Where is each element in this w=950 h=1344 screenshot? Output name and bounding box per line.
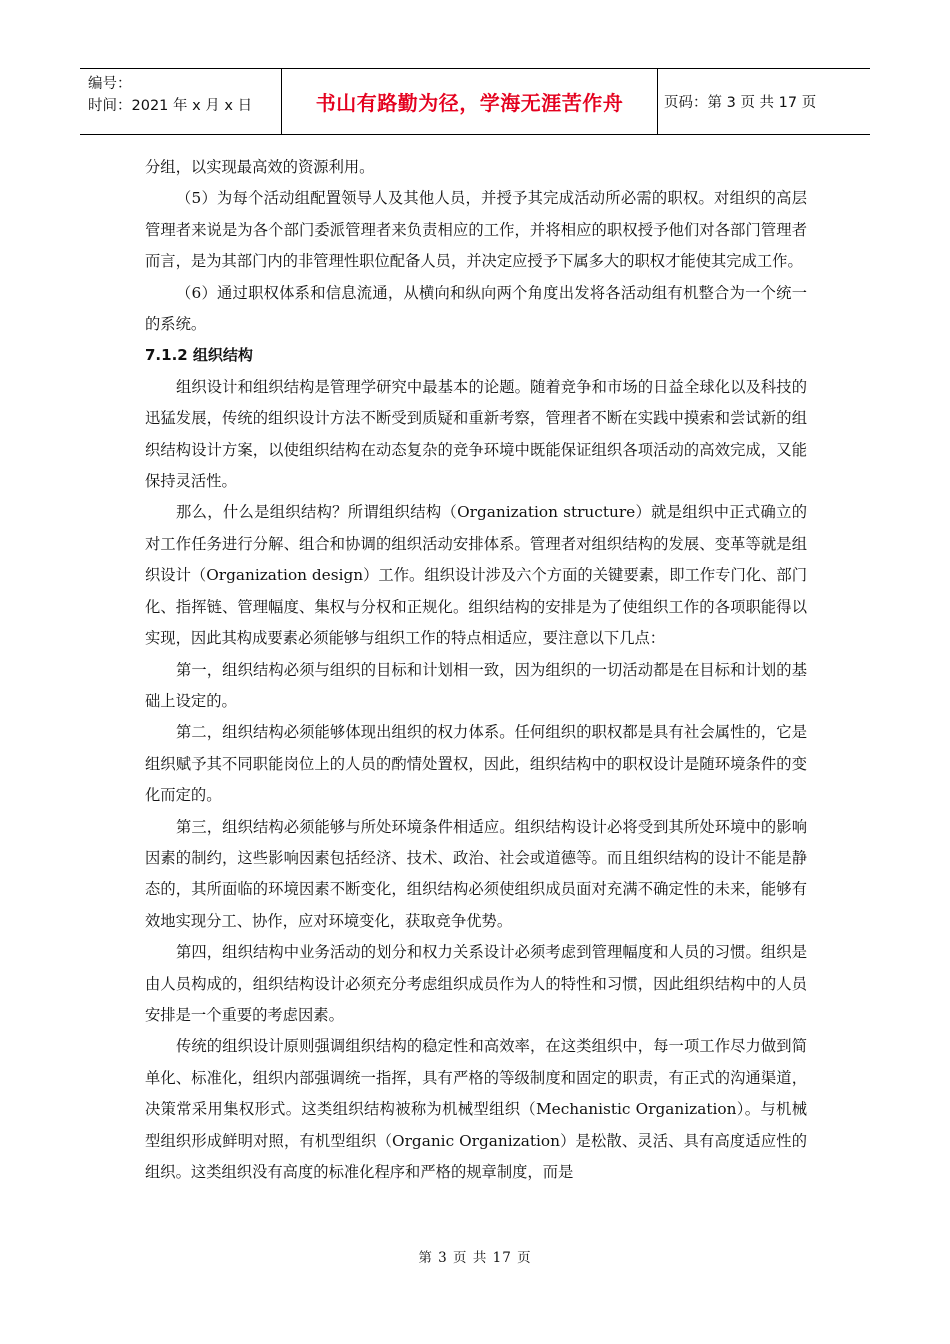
paragraph: 第四，组织结构中业务活动的划分和权力关系设计必须考虑到管理幅度和人员的习惯。组织是由人员构成的，组织结构设计必须充分考虑组织成员作为人的特性和习惯，因此组织结构中的人员安排是一个重要的考虑因素。 <box>145 943 807 1024</box>
header-meta-cell <box>80 69 282 134</box>
paragraph: 第二，组织结构必须能够体现出组织的权力体系。任何组织的职权都是具有社会属性的，它是组织赋予其不同职能岗位上的人员的酌情处置权，因此，组织结构中的职权设计是随环境条件的变化而定的。 <box>145 723 807 805</box>
page-number-cell <box>658 69 870 134</box>
section-heading: 7.1.2 组织结构 <box>145 346 253 365</box>
motto-text: 书山有路勤为径，学海无涯苦作舟 <box>315 91 624 115</box>
paragraph: 那么，什么是组织结构？所谓组织结构（Organization structure）就是组织中正式确立的对工作任务进行分解、组合和协调的组织活动安排体系。管理者对组织结构的发展、变革等就是组织设计（Organization design）工作。组织设计涉及六个方面的关键要素，即工作专门化、部门化、指挥链、管理幅度、集权与分权和正规化。组织结构的安排是为了使组织工作的各项职能得以实现，因此其构成要素必须能够与组织工作的特点相适应，要注意以下几点： <box>145 503 807 648</box>
page-footer: 第 3 页 共 17 页 <box>418 1250 532 1266</box>
paragraph: 传统的组织设计原则强调组织结构的稳定性和高效率，在这类组织中，每一项工作尽力做到简单化、标准化，组织内部强调统一指挥，具有严格的等级制度和固定的职责，有正式的沟通渠道，决策常采用集权形式。这类组织结构被称为机械型组织（Mechanistic Organization）。与机械型组织形成鲜明对照，有机型组织（Organic Organization）是松散、灵活、具有高度适应性的组织。这类组织没有高度的标准化程序和严格的规章制度，而是 <box>145 1037 807 1181</box>
page-label: 页码：第 3 页 共 17 页 <box>664 95 817 111</box>
paragraph: （5）为每个活动组配置领导人及其他人员，并授予其完成活动所必需的职权。对组织的高层管理者来说是为各个部门委派管理者来负责相应的工作，并将相应的职权授予他们对各部门管理者而言，是为其部门内的非管理性职位配备人员，并决定应授予下属多大的职权才能使其完成工作。 <box>145 189 807 271</box>
document-body <box>145 152 807 1188</box>
number-label: 编号： <box>88 76 132 92</box>
paragraph: 分组，以实现最高效的资源利用。 <box>145 158 375 176</box>
motto-cell <box>282 69 658 134</box>
paragraph: 组织设计和组织结构是管理学研究中最基本的论题。随着竞争和市场的日益全球化以及科技的迅猛发展，传统的组织设计方法不断受到质疑和重新考察，管理者不断在实践中摸索和尝试新的组织结构设计方案，以使组织结构在动态复杂的竞争环境中既能保证组织各项活动的高效完成，又能保持灵活性。 <box>145 377 807 491</box>
paragraph: 第一，组织结构必须与组织的目标和计划相一致，因为组织的一切活动都是在目标和计划的基础上设定的。 <box>145 660 807 710</box>
paragraph: （6）通过职权体系和信息流通，从横向和纵向两个角度出发将各活动组有机整合为一个统一的系统。 <box>145 283 807 334</box>
page-header <box>80 68 870 135</box>
time-label: 时间：2021 年 x 月 x 日 <box>88 98 253 114</box>
paragraph: 第三，组织结构必须能够与所处环境条件相适应。组织结构设计必将受到其所处环境中的影响因素的制约，这些影响因素包括经济、技术、政治、社会或道德等。而且组织结构的设计不能是静态的，其所面临的环境因素不断变化，组织结构必须使组织成员面对充满不确定性的未来，能够有效地实现分工、协作，应对环境变化，获取竞争优势。 <box>145 817 807 930</box>
